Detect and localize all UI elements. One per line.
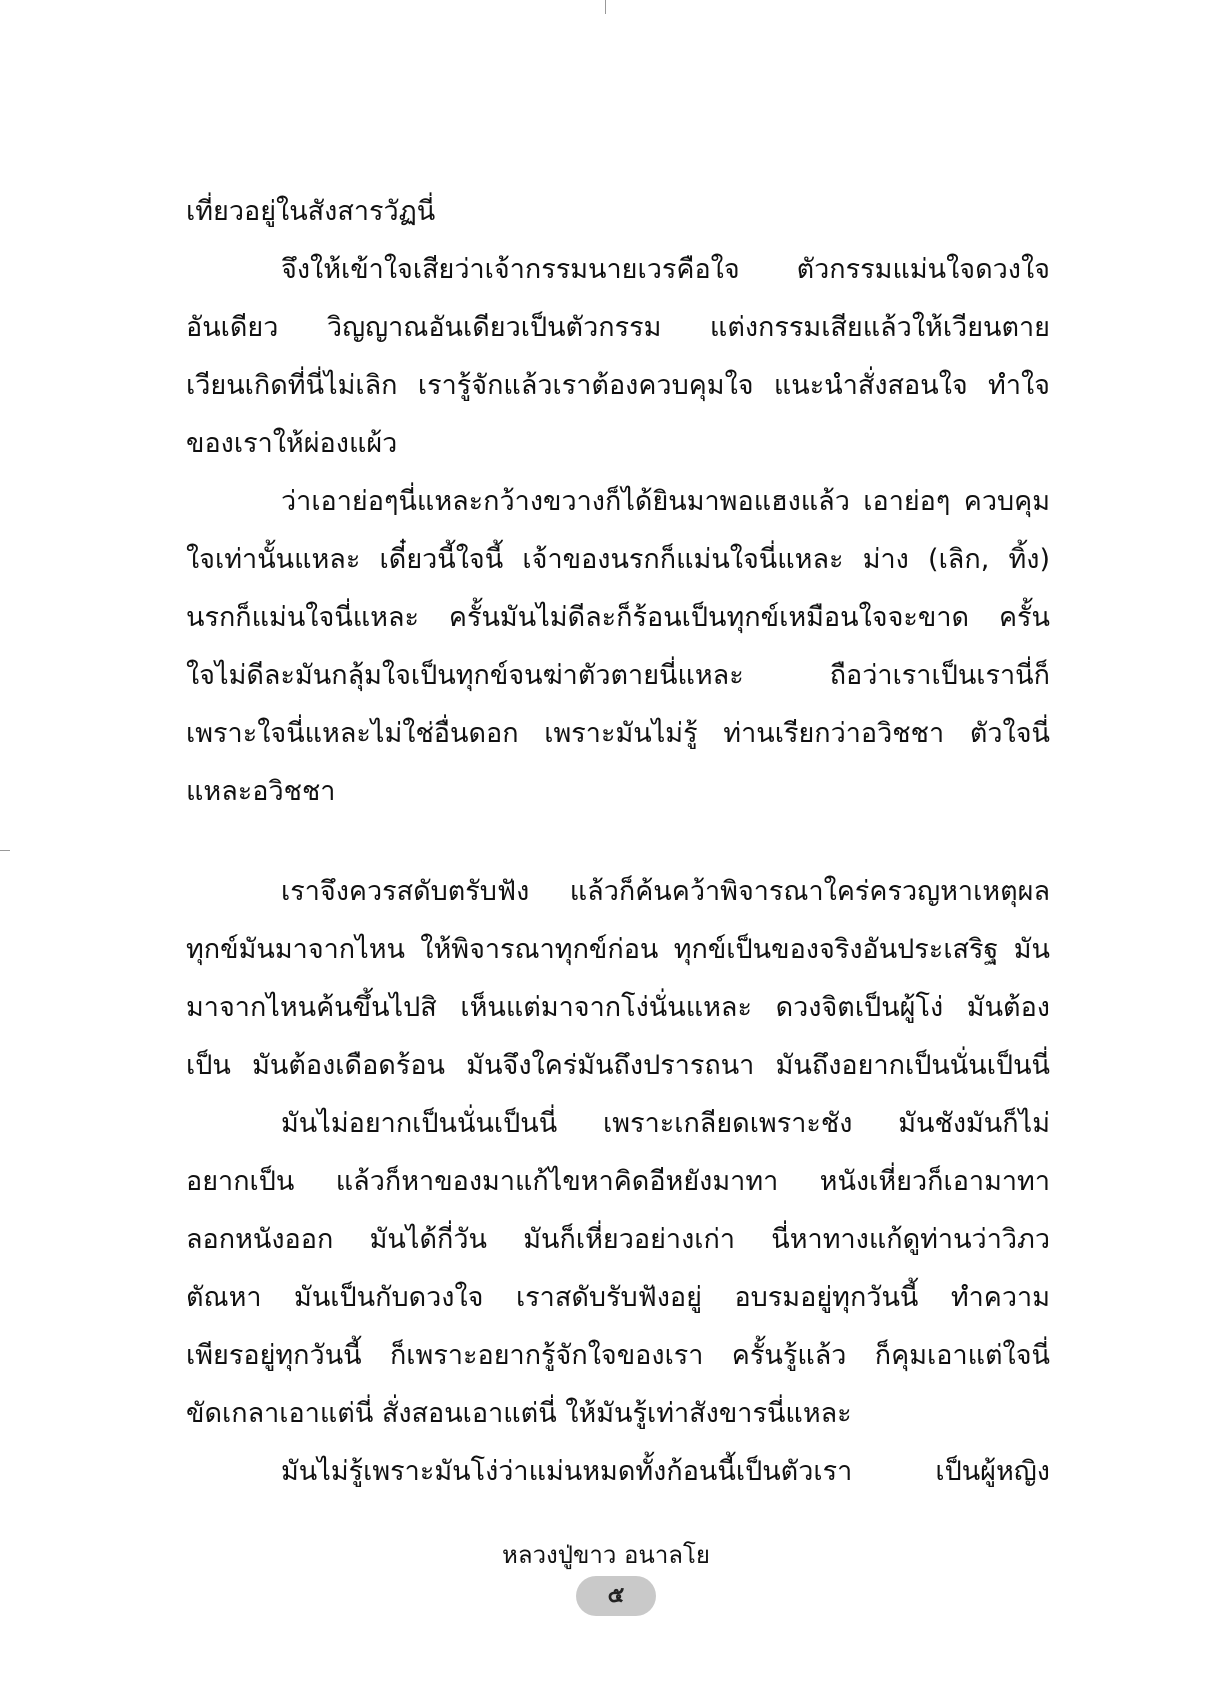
text-line: ขัดเกลาเอาแต่นี่ สั่งสอนเอาแต่นี่ ให้มันรู้เท่าสังขารนี่แหละ xyxy=(186,1398,852,1429)
crop-mark-left xyxy=(0,850,10,851)
text-line: เที่ยวอยู่ในสังสารวัฏนี่ xyxy=(186,196,436,227)
text-line: อยากเป็น แล้วก็หาของมาแก้ไขหาคิดอีหยังมาทา หนังเหี่ยวก็เอามาทา xyxy=(186,1166,1050,1197)
text-line: นรกก็แม่นใจนี่แหละ ครั้นมันไม่ดีละก็ร้อนเป็นทุกข์เหมือนใจจะขาด ครั้น xyxy=(186,602,1050,633)
text-line: เวียนเกิดที่นี่ไม่เลิก เรารู้จักแล้วเราต้องควบคุมใจ แนะนำสั่งสอนใจ ทำใจ xyxy=(186,370,1050,401)
text-line: อันเดียว วิญญาณอันเดียวเป็นตัวกรรม แต่งกรรมเสียแล้วให้เวียนตาย xyxy=(186,312,1050,343)
text-line: ใจไม่ดีละมันกลุ้มใจเป็นทุกข์จนฆ่าตัวตายนี่แหละ ถือว่าเราเป็นเรานี่ก็ xyxy=(186,660,1050,691)
text-line: ของเราให้ผ่องแผ้ว xyxy=(186,428,398,459)
text-line: เราจึงควรสดับตรับฟัง แล้วก็ค้นคว้าพิจารณาใคร่ครวญหาเหตุผล xyxy=(281,876,1050,907)
footer-author: หลวงปู่ขาว อนาลโย xyxy=(502,1541,710,1569)
crop-mark-top xyxy=(605,0,606,14)
text-line: ลอกหนังออก มันได้กี่วัน มันก็เหี่ยวอย่างเก่า นี่หาทางแก้ดูท่านว่าวิภว xyxy=(186,1224,1050,1255)
text-block-bottom xyxy=(186,863,1050,1501)
text-line: แหละอวิชชา xyxy=(186,776,336,807)
text-line: ทุกข์มันมาจากไหน ให้พิจารณาทุกข์ก่อน ทุกข์เป็นของจริงอันประเสริฐ มัน xyxy=(186,934,1050,965)
text-line: มาจากไหนค้นขึ้นไปสิ เห็นแต่มาจากโง่นั่นแหละ ดวงจิตเป็นผู้โง่ มันต้อง xyxy=(186,992,1050,1023)
text-block-top xyxy=(186,183,1050,821)
text-line: มันไม่อยากเป็นนั่นเป็นนี่ เพราะเกลียดเพราะชัง มันชังมันก็ไม่ xyxy=(281,1108,1050,1139)
page-number-badge: ๕ xyxy=(576,1576,656,1616)
text-line: เพราะใจนี่แหละไม่ใช่อื่นดอก เพราะมันไม่รู้ ท่านเรียกว่าอวิชชา ตัวใจนี่ xyxy=(186,718,1050,749)
text-line: ใจเท่านั้นแหละ เดี๋ยวนี้ใจนี้ เจ้าของนรกก็แม่นใจนี่แหละ ม่าง (เลิก, ทิ้ง) xyxy=(186,544,1050,575)
text-line: มันไม่รู้เพราะมันโง่ว่าแม่นหมดทั้งก้อนนี้เป็นตัวเรา เป็นผู้หญิง xyxy=(281,1456,1050,1487)
text-line: เป็น มันต้องเดือดร้อน มันจึงใคร่มันถึงปรารถนา มันถึงอยากเป็นนั่นเป็นนี่ xyxy=(186,1050,1050,1081)
text-line: เพียรอยู่ทุกวันนี้ ก็เพราะอยากรู้จักใจของเรา ครั้นรู้แล้ว ก็คุมเอาแต่ใจนี่ xyxy=(186,1340,1050,1371)
text-line: ตัณหา มันเป็นกับดวงใจ เราสดับรับฟังอยู่ อบรมอยู่ทุกวันนี้ ทำความ xyxy=(186,1282,1050,1313)
text-line: ว่าเอาย่อๆนี่แหละกว้างขวางก็ได้ยินมาพอแฮงแล้ว เอาย่อๆ ควบคุม xyxy=(281,486,1050,517)
text-line: จึงให้เข้าใจเสียว่าเจ้ากรรมนายเวรคือใจ ตัวกรรมแม่นใจดวงใจ xyxy=(281,254,1050,285)
